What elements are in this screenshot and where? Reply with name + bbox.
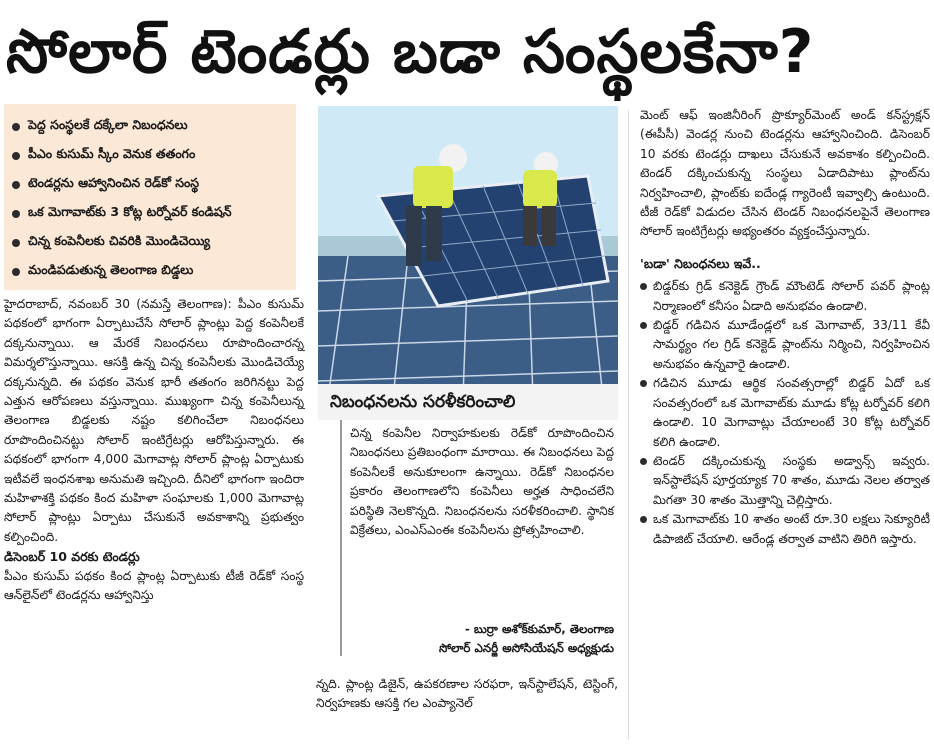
rule-item	[640, 452, 930, 510]
highlights-box	[4, 104, 296, 290]
article-body-col3: మెంట్ ఆఫ్ ఇంజినీరింగ్ ప్రొక్యూర్‌మెంట్ అండ్ కన్‌స్ట్రక్షన్ (ఈపీసీ) వెండర్ల నుంచి టెండర్లను ఆహ్వానించింది. డిసెంబర్ 10 వరకు టెండర్లు దాఖలు చేసుకునే అవకాశం కల్పించింది. టెండర్ దక్కించుకున్న సంస్థలు ఏడాదిపాటు ప్లాంట్‌ను నిర్వహించాలి, ప్లాంట్‌కు ఐదేండ్ల గ్యారెంటీ ఇవ్వాల్సి ఉంటుంది. టీజీ రెడ్‌కో విడుదల చేసిన టెండర్ నిబంధనలపైనే తెలంగాణ సోలార్ ఇంటిగ్రేటర్లు అభ్యంతరం వ్యక్తంచేస్తున్నారు.	[640, 108, 930, 239]
article-column-1	[4, 295, 304, 606]
highlight-item	[12, 228, 290, 257]
bullet-icon	[640, 380, 647, 387]
highlight-text: టెండర్లను ఆహ్వానించిన రెడ్‌కో సంస్థ	[28, 175, 200, 190]
article-column-2-bottom: న్నది. ప్లాంట్ల డిజైన్, ఉపకరణాల సరఫరా, ఇన్‌స్టాలేషన్, టెస్టింగ్, నిర్వహణకు ఆసక్తి గల ఎంప్యానెల్	[316, 677, 618, 711]
highlights-list	[12, 112, 290, 286]
bullet-icon	[640, 322, 647, 329]
rule-text: ఒక మెగావాట్‌కు 10 శాతం అంటే రూ.30 లక్షలు సెక్యూరిటీ డిపాజిట్ చేయాలి. ఆరేండ్ల తర్వాత వాటిని తిరిగి ఇస్తారు.	[653, 512, 930, 546]
highlight-item	[12, 257, 290, 286]
solar-workers-photo	[318, 106, 618, 398]
bullet-icon	[12, 181, 20, 189]
bullet-icon	[640, 458, 647, 465]
quote-box	[318, 384, 618, 668]
highlight-text: మండిపడుతున్న తెలంగాణ బిడ్డలు	[28, 262, 194, 277]
bullet-icon	[12, 239, 20, 247]
headline: సోలార్ టెండర్లు బడా సంస్థలకేనా?	[6, 17, 815, 87]
quote-body: చిన్న కంపెనీల నిర్వాహకులకు రెడ్‌కో రూపొందించిన నిబంధనలు ప్రతిబంధంగా మారాయి. ఈ నిబంధనలు పెద్ద కంపెనీలకే అనుకూలంగా ఉన్నాయి. రెడ్‌కో నిబంధనల ప్రకారం తెలంగాణలోని కంపెనీలు అర్హత సాధించలేని పరిస్థితి నెలకొన్నది. నిబంధనలను సరళీకరించాలి. స్థానిక విక్రేతలు, ఎంఎస్ఎంఈ కంపెనీలను ప్రోత్సహించాలి.	[350, 426, 614, 538]
highlight-item	[12, 141, 290, 170]
highlight-text: పీఎం కుసుమ్ స్కీం వెనుక తతంగం	[28, 146, 196, 161]
rules-subhead: 'బడా' నిబంధనలు ఇవే..	[640, 255, 761, 271]
article-subhead: డిసెంబర్ 10 వరకు టెండర్లు	[4, 549, 140, 565]
signature-title: సోలార్ ఎనర్జీ అసోసియేషన్ అధ్యక్షుడు	[439, 641, 614, 655]
rule-text: బిడ్డర్‌కు గ్రిడ్ కనెక్టెడ్ గ్రౌండ్ మౌంటెడ్ సోలార్ పవర్ ప్లాంట్ల నిర్మాణంలో కనీసం ఏడాది అనుభవం ఉండాలి.	[653, 279, 930, 313]
rules-list	[640, 277, 930, 549]
solar-panel-illustration	[318, 106, 618, 398]
quote-signature	[350, 620, 614, 658]
article-column-3	[640, 106, 930, 549]
highlight-item	[12, 170, 290, 199]
rule-item	[640, 316, 930, 374]
column-divider	[628, 110, 629, 740]
article-body-continued: పీఎం కుసుమ్ పథకం కింద ప్లాంట్ల ఏర్పాటుకు టీజీ రెడ్‌కో సంస్థ ఆన్‌లైన్‌లో టెండర్లను ఆహ్వానిస్తు	[4, 568, 304, 603]
bullet-icon	[12, 268, 20, 276]
bullet-icon	[640, 283, 647, 290]
highlight-text: చిన్న కంపెనీలకు చివరికి మొండిచెయ్యి	[28, 233, 211, 248]
highlight-item	[12, 112, 290, 141]
rule-item	[640, 277, 930, 316]
rule-item	[640, 510, 930, 549]
highlight-item	[12, 199, 290, 228]
bullet-icon	[12, 152, 20, 160]
rule-item	[640, 374, 930, 452]
rule-text: గడిచిన మూడు ఆర్థిక సంవత్సరాల్లో బిడ్డర్ ఏదో ఒక సంవత్సరంలో ఒక మెగావాట్‌కు మూడు కోట్ల టర్నోవర్ కలిగి ఉండాలి. 10 మెగావాట్లు చేయాలంటే 30 కోట్ల టర్నోవర్ కలిగి ఉండాలి.	[653, 376, 930, 449]
bullet-icon	[640, 516, 647, 523]
signature-name: - బుర్రా అశోక్‌కుమార్, తెలంగాణ	[464, 622, 614, 636]
highlight-text: పెద్ద సంస్థలకే దక్కేలా నిబంధనలు	[28, 117, 188, 132]
bullet-icon	[12, 210, 20, 218]
rule-text: టెండర్ దక్కించుకున్న సంస్థకు అడ్వాన్స్ ఇవ్వరు. ఇన్‌స్టాలేషన్ పూర్తయ్యాక 70 శాతం, మూడు నెలల తర్వాత మిగతా 30 శాతం మొత్తాన్ని చెల్లిస్తారు.	[653, 453, 930, 507]
highlight-text: ఒక మెగావాట్‌కు 3 కోట్ల టర్నోవర్ కండిషన్	[28, 204, 232, 219]
quote-title: నిబంధనలను సరళీకరించాలి	[318, 384, 618, 420]
article-body: హైదరాబాద్, నవంబర్ 30 (నమస్తే తెలంగాణ): పీఎం కుసుమ్ పథకంలో భాగంగా ఏర్పాటుచేసే సోలార్ ప్లాంట్లు పెద్ద కంపెనీలకే దక్కనున్నాయి. ఆ మేరకే నిబంధనలు రూపొందించారన్న విమర్శలొస్తున్నాయి. ఆసక్తి ఉన్న చిన్న కంపెనీలకు మొండిచెయ్యే దక్కనున్నది. ఈ పథకం వెనుక భారీ తతంగం జరిగినట్టు పెద్ద ఎత్తున ఆరోపణలు వస్తున్నాయి. ముఖ్యంగా చిన్న కంపెనీలున్న తెలంగాణ బిడ్డలకు నష్టం కలిగించేలా నిబంధనలు రూపొందించినట్టు సోలార్ ఇంటిగ్రేటర్లు ఆరోపిస్తున్నారు. ఈ పథకంలో భాగంగా 4,000 మెగావాట్ల సోలార్ ప్లాంట్ల ఏర్పాటుకు ఇటీవలే ఇంధనశాఖ అనుమతి ఇచ్చింది. దీనిలో భాగంగా ఇందిరా మహిళాశక్తి పథకం కింద మహిళా సంఘాలకు 1,000 మెగావాట్ల సోలార్ ప్లాంట్లు ఏర్పాటు చేసుకునే అవకాశాన్ని ప్రభుత్వం కల్పించింది.	[4, 297, 304, 544]
quote-border	[340, 420, 342, 656]
rule-text: బిడ్డర్ గడిచిన మూడేండ్లలో ఒక మెగావాట్, 33/11 కేవీ సామర్థ్యం గల గ్రిడ్ కనెక్టెడ్ ప్లాంట్‌ను నిర్మించి, నిర్వహించిన అనుభవం ఉన్నవారై ఉండాలి.	[653, 318, 930, 371]
bullet-icon	[12, 123, 20, 131]
